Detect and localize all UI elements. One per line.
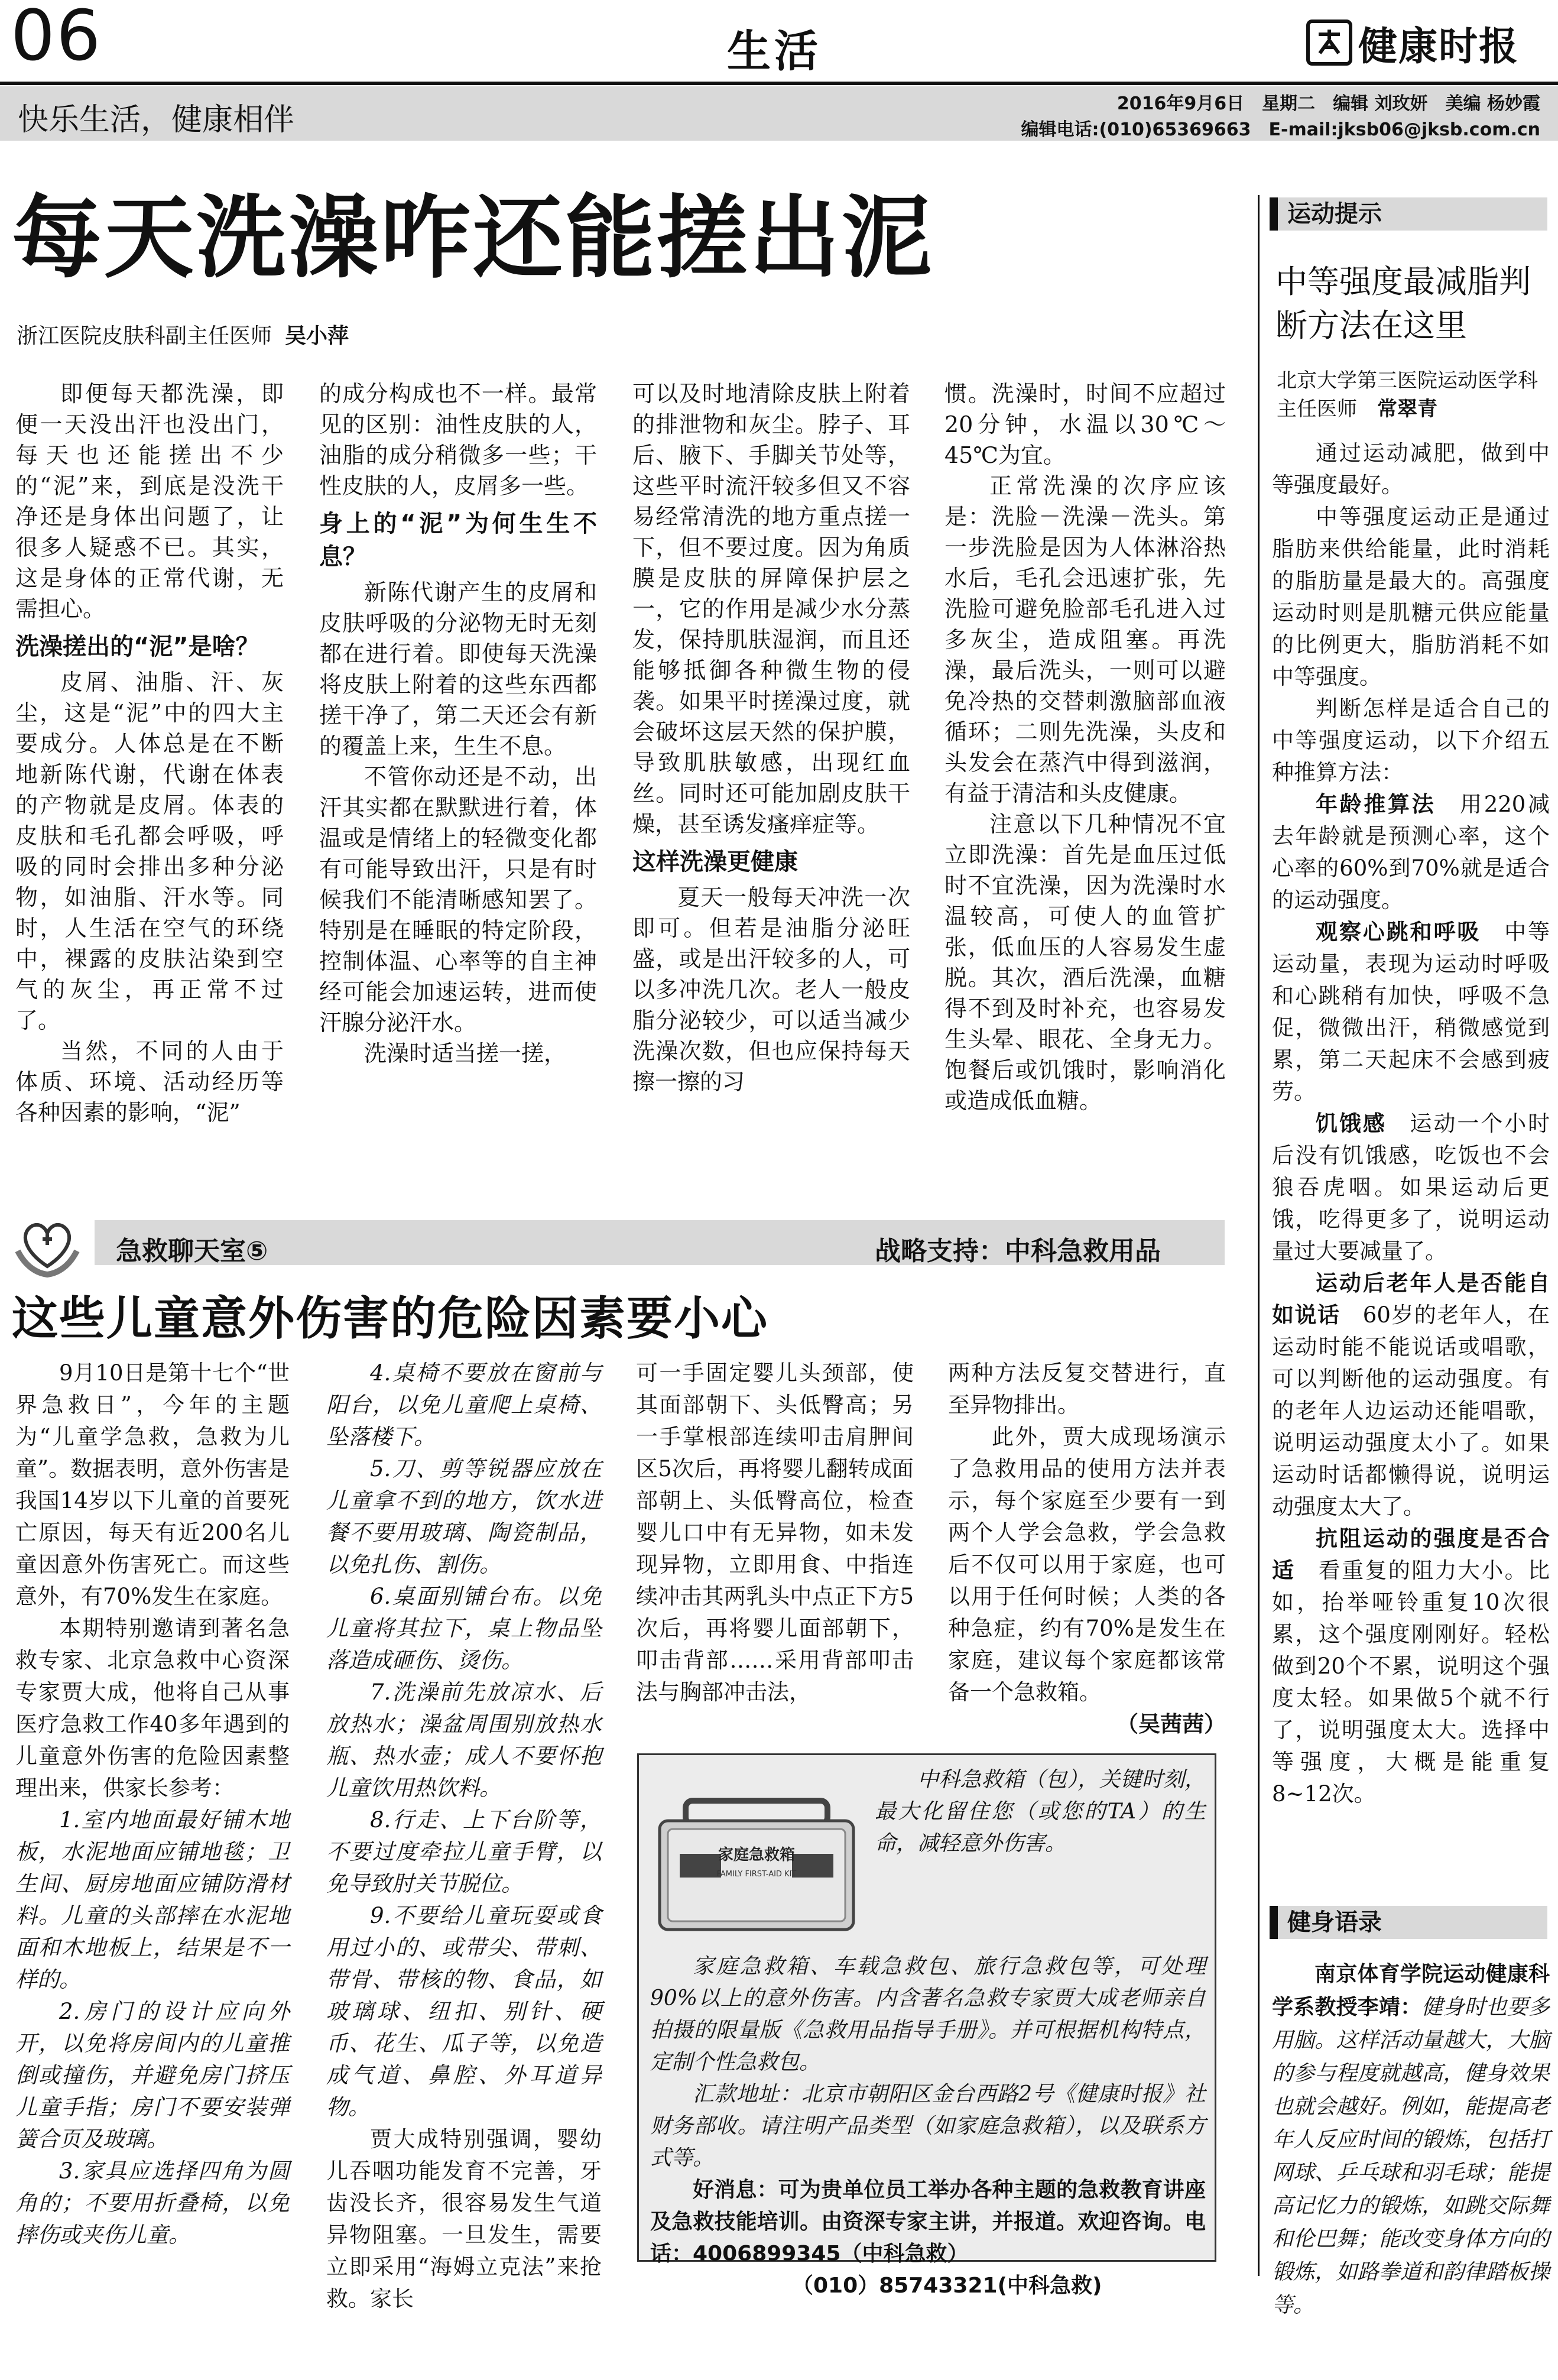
- tip-item: 1.室内地面最好铺木地板，水泥地面应铺地毯；卫生间、厨房地面应铺防滑材料。儿童的头部摔在水泥地面和木地板上，结果是不一样的。: [15, 1807, 290, 1992]
- ad-text-body: [650, 1951, 1206, 2302]
- subheading: 洗澡搓出的“泥”是啥？: [15, 633, 259, 660]
- main-article-column-1: [15, 378, 284, 1170]
- byline-role: 北京大学第三医院运动医学科主任医师: [1277, 369, 1538, 421]
- main-article-title: 每天洗澡咋还能搓出泥: [12, 186, 934, 290]
- method-lead: 年龄推算法: [1316, 792, 1436, 817]
- sidebar-article-body: [1272, 437, 1550, 1904]
- paragraph: 不管你动还是不动，出汗其实都在默默进行着，体温或是情绪上的轻微变化都有可能导致出汗，只是有时候我们不能清晰感知罢了。特别是在睡眠的特定阶段，控制体温、心率等的自主神经可能会加速运转，进而使汗腺分泌汗水。: [319, 764, 597, 1036]
- sidebar-section-label: 健身语录: [1270, 1906, 1547, 1939]
- first-aid-column-4: [948, 1357, 1226, 1736]
- tip-item: 5.刀、剪等锐器应放在儿童拿不到的地方，饮水进餐不要用玻璃、陶瓷制品，以免扎伤、割伤。: [326, 1456, 602, 1577]
- main-article-byline: [17, 319, 349, 349]
- fitness-quote: [1272, 1958, 1550, 2317]
- method-text: 中等运动量，表现为运动时呼吸和心跳稍有加快，呼吸不急促，微微出汗，稍微感觉到累，第二天起床不会感到疲劳。: [1272, 919, 1550, 1104]
- kit-label: 家庭急救箱: [718, 1846, 796, 1864]
- contact-line: 编辑电话:(010)65369663 E-mail:jksb06@jksb.com.cn: [1021, 119, 1540, 140]
- tip-item: 6.桌面别铺台布。以免儿童将其拉下，桌上物品坠落造成砸伤、烫伤。: [326, 1584, 602, 1673]
- first-aid-column-2: [326, 1357, 602, 2311]
- tip-item: 8.行走、上下台阶等，不要过度牵拉儿童手臂，以免导致肘关节脱位。: [326, 1807, 602, 1896]
- byline-name: 常翠青: [1377, 397, 1437, 421]
- paragraph: 新陈代谢产生的皮屑和皮肤呼吸的分泌物无时无刻都在进行着。即使每天洗澡将皮肤上附着的这些东西都搓干净了，第二天还会有新的覆盖上来，生生不息。: [319, 579, 597, 759]
- method-lead: 抗阻运动的强度是否合适: [1272, 1526, 1550, 1583]
- subheading: 这样洗澡更健康: [632, 848, 798, 876]
- method-item: [1272, 1523, 1550, 1810]
- article-author: （吴茜茜）: [1116, 1711, 1226, 1737]
- paragraph: 的成分构成也不一样。最常见的区别：油性皮肤的人，油脂的成分稍微多一些；干性皮肤的人，皮屑多一些。: [319, 381, 597, 499]
- tip-item: 2.房门的设计应向外开，以免将房间内的儿童推倒或撞伤，并避免房门挤压儿童手指；房门不要安装弹簧合页及玻璃。: [15, 1999, 290, 2152]
- paragraph: 9月10日是第十七个“世界急救日”，今年的主题为“儿童学急救，急救为儿童”。数据表明，意外伤害是我国14岁以下儿童的首要死亡原因，每天有近200名儿童因意外伤害死亡。而这些意外，有70%发生在家庭。: [15, 1360, 290, 1609]
- sidebar-byline: [1277, 367, 1550, 423]
- paragraph: [1272, 1958, 1550, 2322]
- masthead: [1306, 13, 1549, 72]
- first-aid-sponsor: 战略支持：中科急救用品: [875, 1236, 1161, 1266]
- method-lead: 运动后老年人是否能自如说话: [1272, 1270, 1550, 1328]
- tip-item: 7.洗澡前先放凉水、后放热水；澡盆周围别放热水瓶、热水壶；成人不要怀抱儿童饮用热饮料。: [326, 1679, 602, 1801]
- tip-item: 3.家具应选择四角为圆角的；不要用折叠椅，以免摔伤或夹伤儿童。: [15, 2158, 290, 2248]
- tip-item: 9.不要给儿童玩耍或食用过小的、或带尖、带刺、带骨、带核的物、食品，如玻璃球、纽扣、别针、硬币、花生、瓜子等，以免造成气道、鼻腔、外耳道异物。: [326, 1903, 602, 2120]
- first-aid-column-1: [15, 1357, 290, 2291]
- tip-item: 4.桌椅不要放在窗前与阳台，以免儿童爬上桌椅、坠落楼下。: [326, 1360, 602, 1450]
- subheading: 身上的“泥”为何生生不息？: [319, 510, 597, 570]
- first-aid-column-label: 急救聊天室⑤: [116, 1236, 268, 1266]
- header-rule: [0, 82, 1558, 85]
- ad-paragraph: 家庭急救箱、车载急救包、旅行急救包等，可处理90%以上的意外伤害。内含著名急救专家贾大成老师亲自拍摄的限量版《急救用品指导手册》。并可根据机构特点，定制个性急救包。: [650, 1954, 1206, 2074]
- byline-role: 浙江医院皮肤科副主任医师: [17, 324, 272, 348]
- paragraph: 此外，贾大成现场演示了急救用品的使用方法并表示，每个家庭至少要有一到两个人学会急救，学会急救后不仅可以用于家庭，也可以用于任何时候；人类的各种急症，约有70%是发生在家庭，建议每个家庭都该常备一个急救箱。: [948, 1424, 1226, 1705]
- method-item: [1272, 916, 1550, 1108]
- sidebar-section-label: 运动提示: [1270, 197, 1547, 231]
- paragraph: 注意以下几种情况不宜立即洗澡：首先是血压过低时不宜洗澡，因为洗澡时水温较高，可使人的血管扩张，低血压的人容易发生虚脱。其次，酒后洗澡，血糖得不到及时补充，也容易发生头晕、眼花、全身无力。饱餐后或饥饿时，影响消化或造成低血糖。: [944, 811, 1226, 1114]
- paragraph: 可一手固定婴儿头颈部，使其面部朝下、头低臀高；另一手掌根部连续叩击肩胛间区5次后，再将婴儿翻转成面部朝上、头低臀高位，检查婴儿口中有无异物，如未发现异物，立即用食、中指连续冲击其两乳头中点正下方5次后，再将婴儿面部朝下，叩击背部……采用背部叩击法与胸部冲击法，: [636, 1360, 914, 1705]
- sidebar-divider: [1258, 195, 1260, 2276]
- paragraph: 贾大成特别强调，婴幼儿吞咽功能发育不完善，牙齿没长齐，很容易发生气道异物阻塞。一旦发生，需要立即采用“海姆立克法”来抢救。家长: [326, 2126, 602, 2311]
- ad-text-top: [875, 1764, 1206, 1860]
- method-text: 60岁的老年人，在运动时能不能说话或唱歌，可以判断他的运动强度。有的老年人边运动还能唱歌，说明运动强度太小了。如果运动时话都懒得说，说明运动强度太大了。: [1272, 1302, 1550, 1519]
- paragraph: 当然，不同的人由于体质、环境、活动经历等各种因素的影响，“泥”: [15, 1038, 284, 1126]
- first-aid-kit-image: [656, 1797, 857, 1933]
- paragraph: 皮屑、油脂、汗、灰尘，这是“泥”中的四大主要成分。人体总是在不断地新陈代谢，代谢在体表的产物就是皮屑。体表的皮肤和毛孔都会呼吸，呼吸的同时会排出多种分泌物，如油脂、汗水等。同时，人生活在空气的环绕中，裸露的皮肤沾染到空气的灰尘，再正常不过了。: [15, 669, 284, 1033]
- kit-sub-label: FAMILY FIRST-AID KIT: [716, 1870, 797, 1879]
- paragraph: 两种方法反复交替进行，直至异物排出。: [948, 1360, 1226, 1418]
- method-item: [1272, 1267, 1550, 1523]
- main-article-column-4: [944, 378, 1226, 1170]
- paragraph: 通过运动减肥，做到中等强度最好。: [1272, 440, 1550, 498]
- paragraph: 即便每天都洗澡，即便一天没出汗也没出门，每天也还能搓出不少的“泥”来，到底是没洗干净还是身体出问题了，让很多人疑惑不已。其实，这是身体的正常代谢，无需担心。: [15, 381, 284, 622]
- ad-paragraph: 汇款地址：北京市朝阳区金台西路2号《健康时报》社财务部收。请注明产品类型（如家庭急救箱），以及联系方式等。: [650, 2082, 1206, 2170]
- ad-paragraph: 中科急救箱（包），关键时刻，最大化留住您（或您的TA）的生命，减轻意外伤害。: [875, 1768, 1206, 1856]
- paragraph: 洗澡时适当搓一搓，: [364, 1040, 567, 1066]
- paragraph: 夏天一般每天冲洗一次即可。但若是油脂分泌旺盛，或是出汗较多的人，可以多冲洗几次。老人一般皮脂分泌较少，可以适当减少洗澡次数，但也应保持每天擦一擦的习: [632, 884, 910, 1095]
- method-item: [1272, 1108, 1550, 1267]
- section-name: 生活: [727, 26, 822, 77]
- method-text: 看重复的阻力大小。比如，抬举哑铃重复10次很累，这个强度刚刚好。轻松做到20个不累，说明这个强度太轻。如果做5个就不行了，说明强度太大。选择中等强度，大概是能重复8~12次。: [1272, 1558, 1550, 1807]
- method-item: [1272, 789, 1550, 916]
- method-text: 运动一个小时后没有饥饿感，吃饭也不会狼吞虎咽。如果运动后更饿，吃得更多了，说明运动量过大要减量了。: [1272, 1111, 1550, 1264]
- paragraph: 中等强度运动正是通过脂肪来供给能量，此时消耗的脂肪量是最大的。高强度运动时则是肌糖元供应能量的比例更大，脂肪消耗不如中等强度。: [1272, 504, 1550, 689]
- heart-hands-icon: [12, 1210, 83, 1280]
- main-article-column-2: [319, 378, 597, 1170]
- brand-name: 健康时报: [1358, 23, 1519, 69]
- page-number: 06: [11, 0, 102, 76]
- main-article-column-3: [632, 378, 910, 1170]
- method-text: 用220减去年龄就是预测心率，这个心率的60%到70%就是适合的运动强度。: [1272, 792, 1550, 913]
- first-aid-column-3: [636, 1357, 914, 1736]
- byline-name: 吴小萍: [285, 324, 349, 348]
- method-lead: 观察心跳和呼吸: [1316, 919, 1481, 945]
- date-editor-line: 2016年9月6日 星期二 编辑 刘玫妍 美编 杨妙霞: [1116, 93, 1540, 114]
- paragraph: 惯。洗澡时，时间不应超过20分钟，水温以30℃～45℃为宜。: [944, 381, 1226, 468]
- slogan: 快乐生活，健康相伴: [18, 102, 295, 138]
- method-lead: 饥饿感: [1316, 1111, 1387, 1136]
- sidebar-article-title: 中等强度最减脂判断方法在这里: [1275, 263, 1531, 344]
- ad-paragraph: 好消息：可为贵单位员工举办各种主题的急救教育讲座及急救技能培训。由资深专家主讲，并报道。欢迎咨询。电话：4006899345（中科急救）: [650, 2178, 1206, 2266]
- first-aid-article-title: 这些儿童意外伤害的危险因素要小心: [12, 1292, 769, 1345]
- quote-text: 健身时也要多用脑。这样活动量越大，大脑的参与程度就越高，健身效果也就会越好。例如，能提高老年人反应时间的锻炼，包括打网球、乒乓球和羽毛球；能提高记忆力的锻炼，如跳交际舞和伦巴舞；能改变身体方向的锻炼，如路拳道和韵律踏板操等。: [1272, 1995, 1550, 2317]
- paragraph: 正常洗澡的次序应该是：洗脸－洗澡－洗头。第一步洗脸是因为人体淋浴热水后，毛孔会迅速扩张，先洗脸可避免脸部毛孔进入过多灰尘，造成阻塞。再洗澡，最后洗头，一则可以避免冷热的交替刺激脑部血液循环；二则先洗澡，头皮和头发会在蒸汽中得到滋润，有益于清洁和头皮健康。: [944, 473, 1226, 806]
- paragraph: 判断怎样是适合自己的中等强度运动，以下介绍五种推算方法：: [1272, 696, 1550, 785]
- paragraph: 本期特别邀请到著名急救专家、北京急救中心资深专家贾大成，他将自己从事医疗急救工作40多年遇到的儿童意外伤害的危险因素整理出来，供家长参考：: [15, 1616, 290, 1801]
- newspaper-logo-icon: [1306, 20, 1352, 66]
- paragraph: 可以及时地清除皮肤上附着的排泄物和灰尘。脖子、耳后、腋下、手脚关节处等，这些平时流汗较多但又不容易经常清洗的地方重点搓一下，但不要过度。因为角质膜是皮肤的屏障保护层之一，它的作用是减少水分蒸发，保持肌肤湿润，而且还能够抵御各种微生物的侵袭。如果平时搓澡过度，就会破坏这层天然的保护膜，导致肌肤敏感，出现红血丝。同时还可能加剧皮肤干燥，甚至诱发瘙痒症等。: [632, 381, 910, 837]
- quote-lead: 南京体育学院运动健康科学系教授李靖：: [1272, 1962, 1550, 2019]
- ad-phone: （010）85743321(中科急救): [792, 2274, 1102, 2298]
